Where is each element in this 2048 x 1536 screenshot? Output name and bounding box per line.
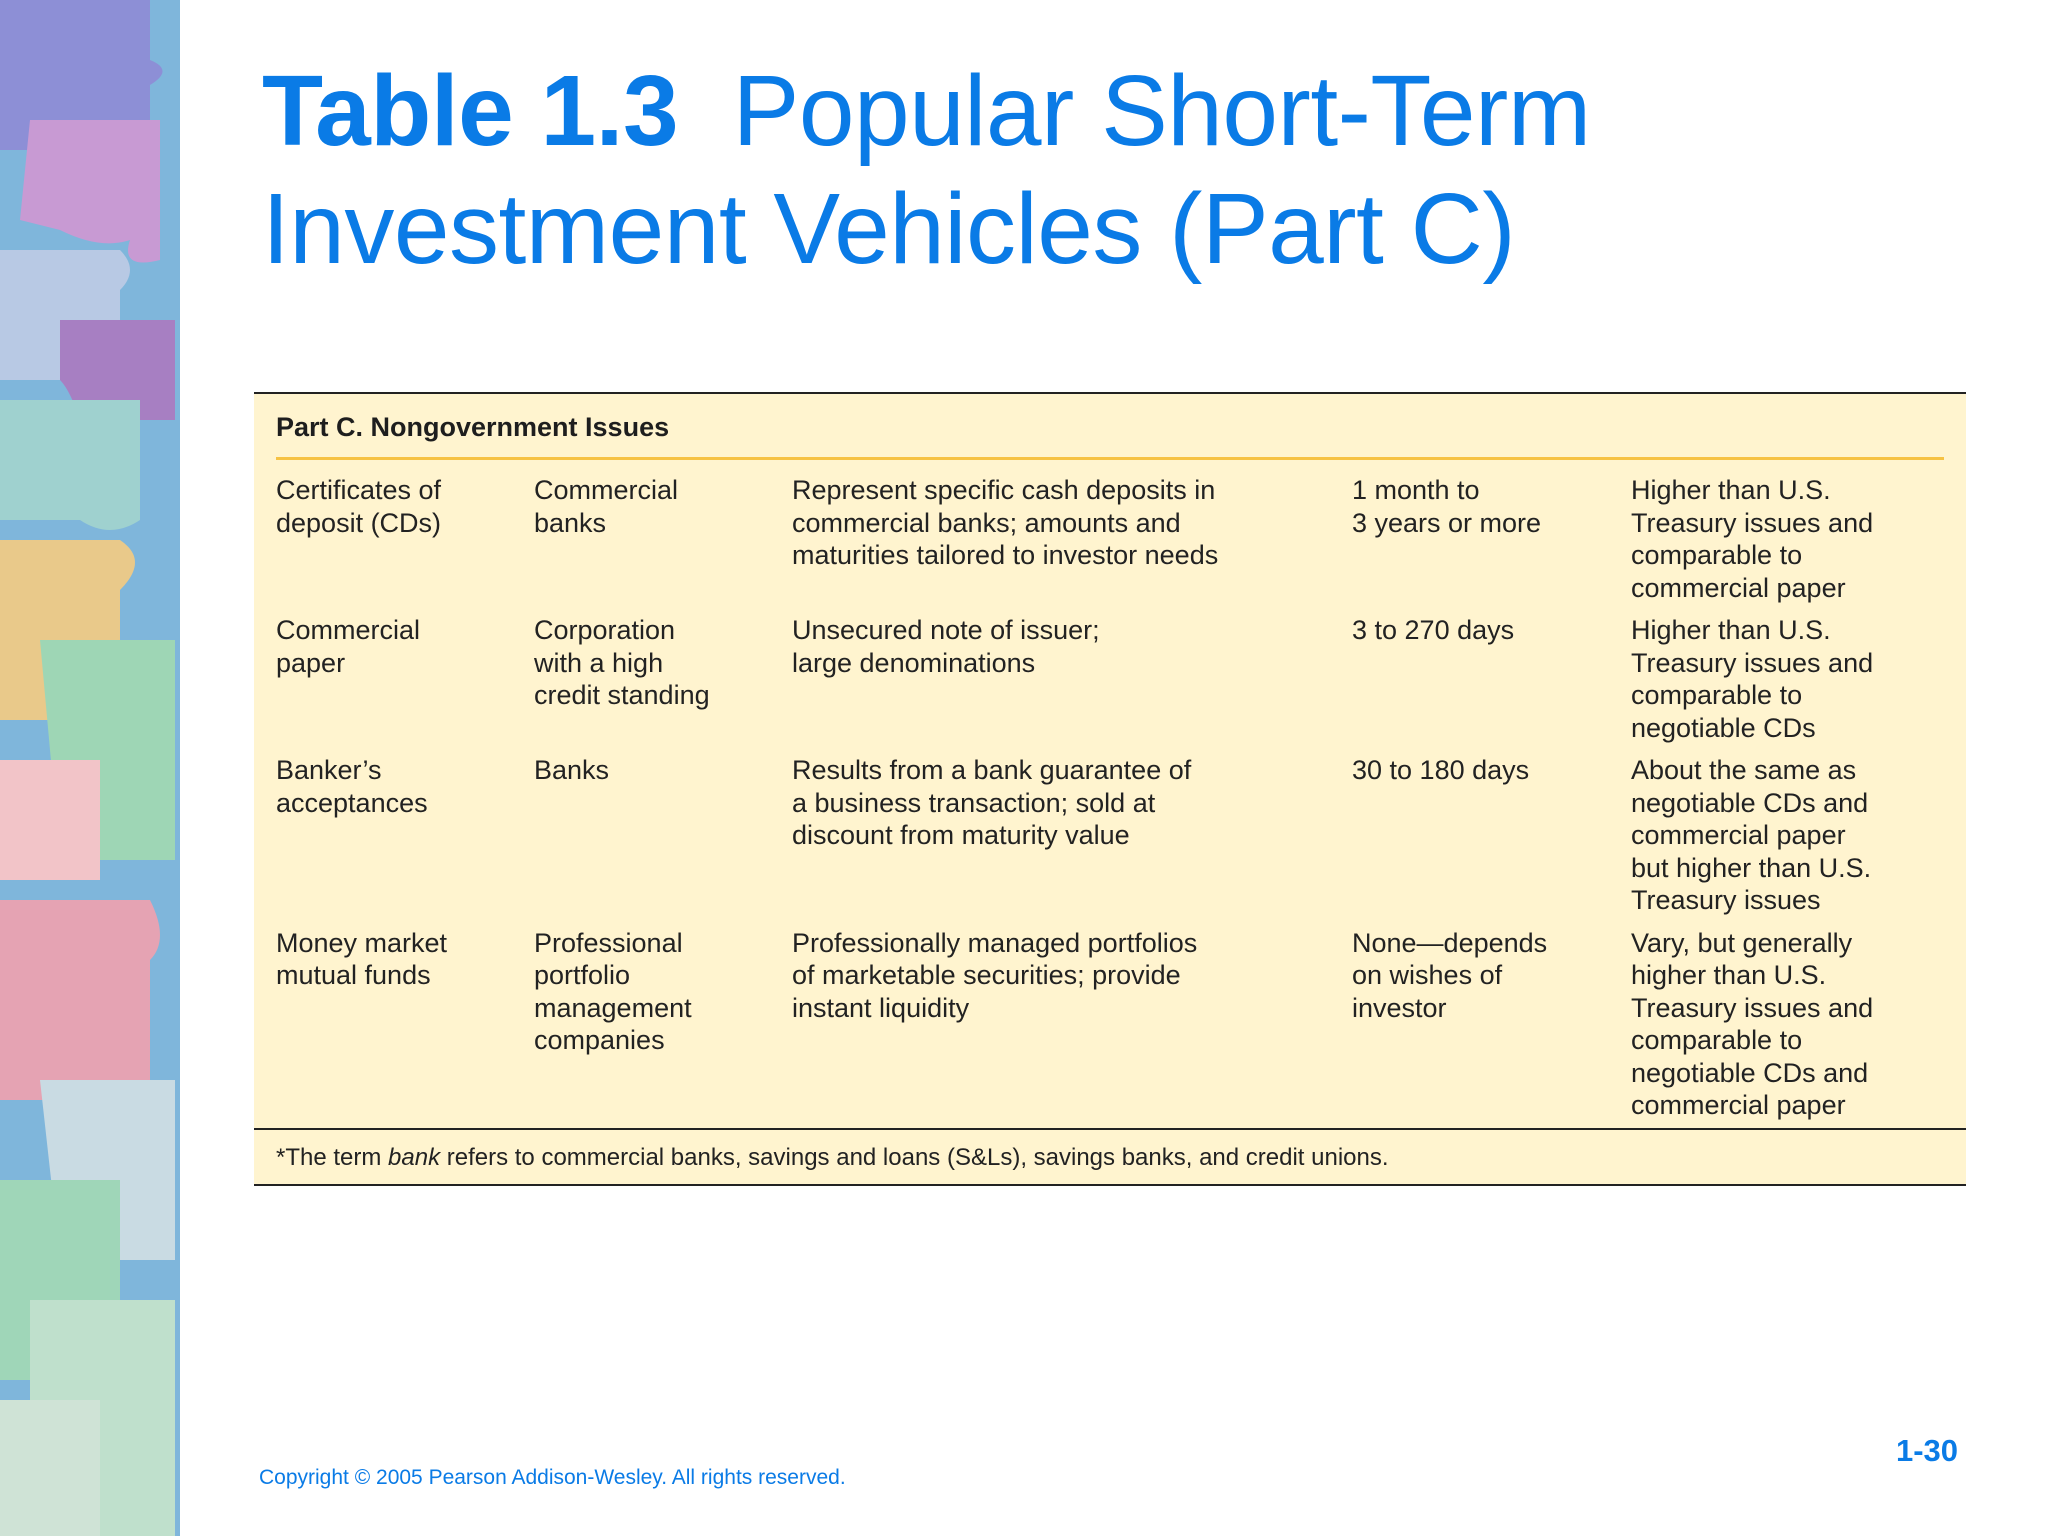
table-body xyxy=(276,474,1944,1132)
issuer-cell: Professional portfolio management companies xyxy=(534,927,692,1055)
title-table-number: Table 1.3 xyxy=(262,55,679,167)
title-text: Popular Short-Term Investment Vehicles (Part C) xyxy=(262,55,1591,285)
description-cell: Represent specific cash deposits in commercial banks; amounts and maturities tailored to investor needs xyxy=(792,475,1219,570)
table-row xyxy=(276,474,1944,604)
description-cell: Unsecured note of issuer; large denominations xyxy=(792,615,1100,678)
yield-cell: Higher than U.S. Treasury issues and comparable to commercial paper xyxy=(1631,475,1874,603)
table-row xyxy=(276,754,1944,917)
slide-number: 1-30 xyxy=(1895,1433,1958,1468)
yield-cell: Vary, but generally higher than U.S. Treasury issues and comparable to negotiable CDs and commercial paper xyxy=(1631,927,1874,1120)
maturity-cell: 3 to 270 days xyxy=(1352,615,1515,645)
table-row xyxy=(276,614,1944,744)
table-footnote xyxy=(276,1144,1389,1172)
yield-cell: About the same as negotiable CDs and commercial paper but higher than U.S. Treasury issues xyxy=(1631,755,1872,915)
description-cell: Results from a bank guarantee of a business transaction; sold at discount from maturity value xyxy=(792,755,1192,850)
issuer-cell: Corporation with a high credit standing xyxy=(534,615,710,710)
table-row xyxy=(276,927,1944,1122)
maturity-cell: None—depends on wishes of investor xyxy=(1352,927,1548,1023)
decorative-puzzle-collage xyxy=(0,0,180,1536)
vehicle-cell: Certificates of deposit (CDs) xyxy=(276,475,442,538)
yield-cell: Higher than U.S. Treasury issues and comparable to negotiable CDs xyxy=(1631,615,1874,743)
vehicle-cell: Money market mutual funds xyxy=(276,927,448,990)
maturity-cell: 30 to 180 days xyxy=(1352,755,1530,785)
description-cell: Professionally managed portfolios of marketable securities; provide instant liquidity xyxy=(792,927,1198,1023)
investment-table xyxy=(254,392,1966,1186)
issuer-cell: Commercial banks xyxy=(534,475,679,538)
footnote-divider xyxy=(254,1128,1966,1130)
issuer-cell: Banks xyxy=(534,755,610,785)
table-section-heading: Part C. Nongovernment Issues xyxy=(276,412,670,442)
maturity-cell: 1 month to 3 years or more xyxy=(1352,475,1542,538)
vehicle-cell: Commercial paper xyxy=(276,615,421,678)
vehicle-cell: Banker’s acceptances xyxy=(276,755,428,818)
slide-title xyxy=(262,52,1982,288)
footnote-prefix: *The term xyxy=(276,1144,389,1171)
heading-divider xyxy=(276,457,1944,460)
copyright-notice: Copyright © 2005 Pearson Addison-Wesley. All rights reserved. xyxy=(259,1466,846,1489)
footnote-emphasis: bank xyxy=(388,1144,441,1171)
footnote-suffix: refers to commercial banks, savings and loans (S&Ls), savings banks, and credit unions. xyxy=(440,1144,1389,1171)
